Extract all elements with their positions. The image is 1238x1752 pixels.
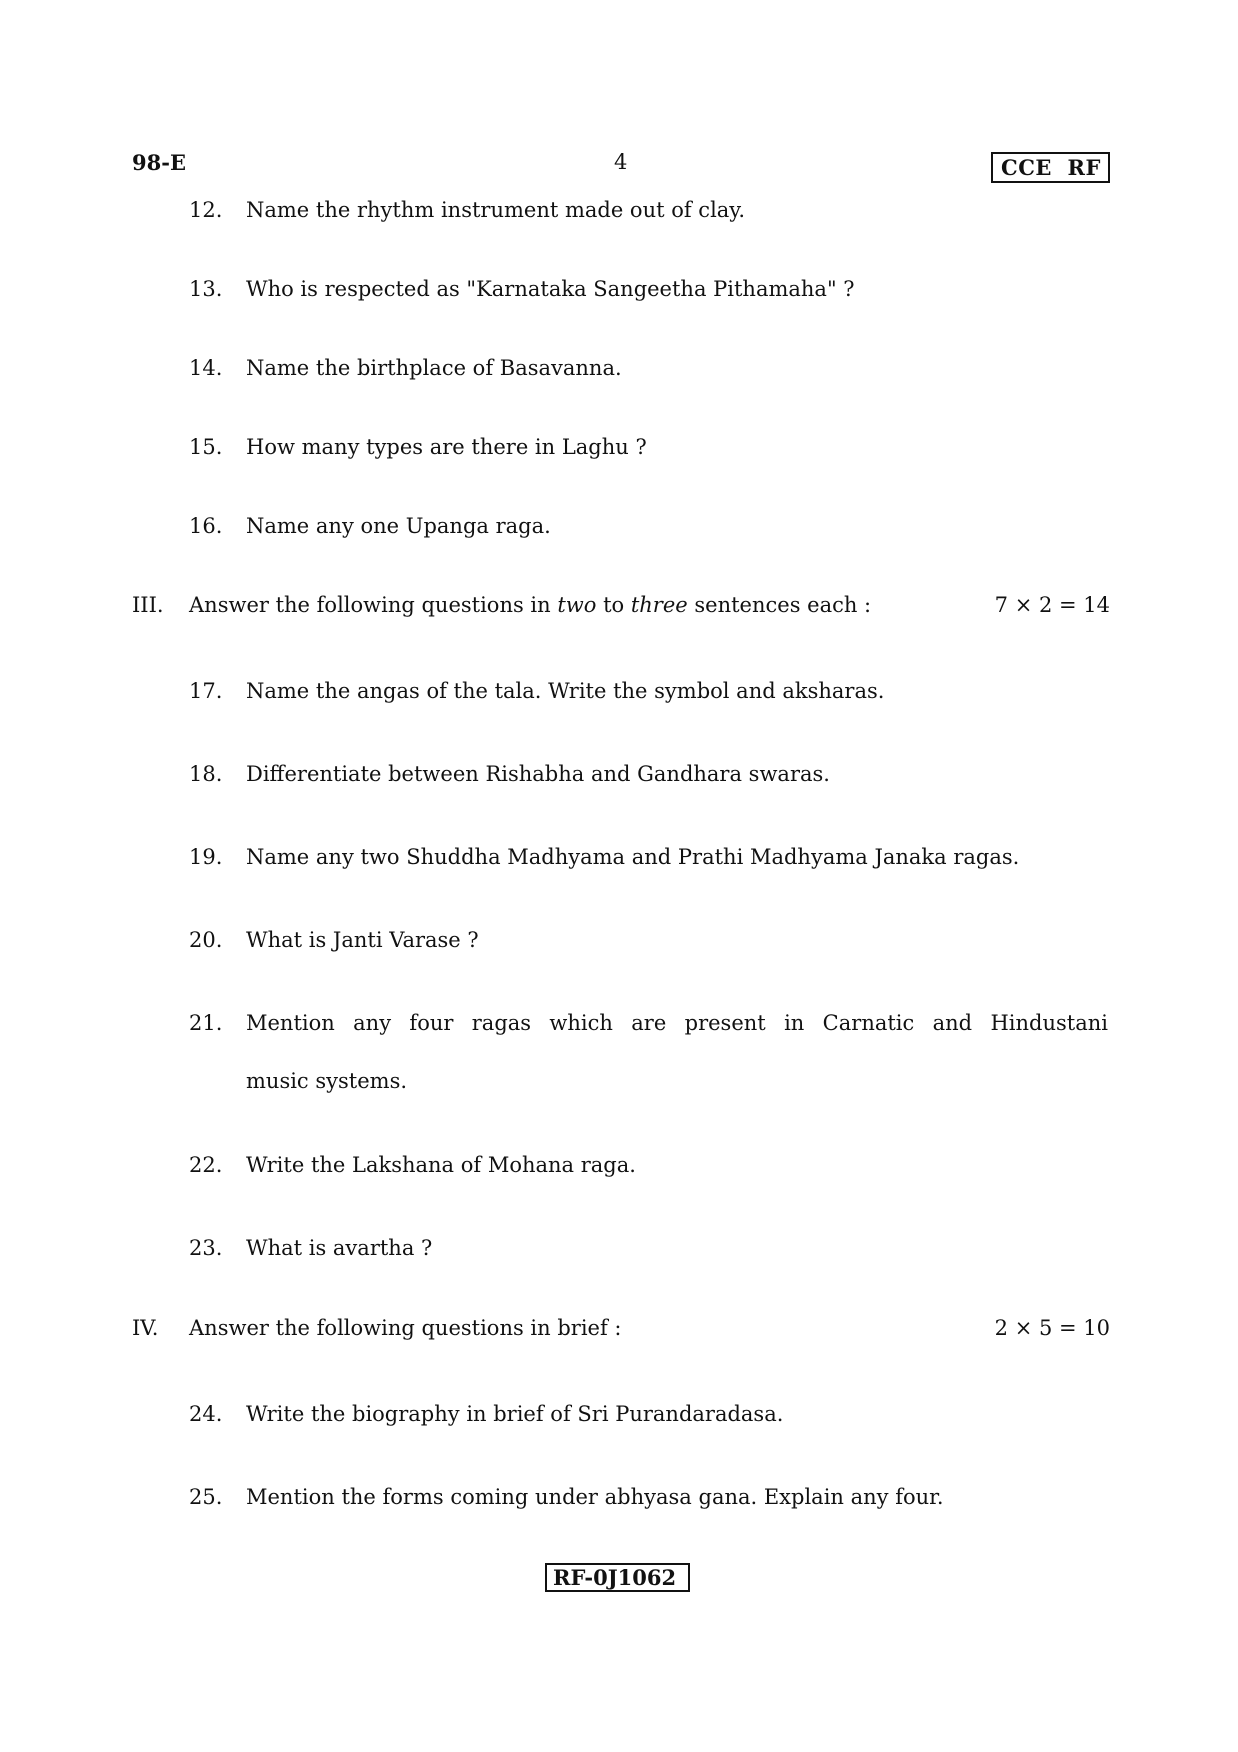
question-number: 15.: [189, 435, 223, 459]
instruction-part: sentences each :: [687, 593, 872, 617]
paper-code: 98-E: [132, 150, 186, 175]
question-number: 24.: [189, 1402, 223, 1426]
question-text: Who is respected as "Karnataka Sangeetha Pithamaha" ?: [246, 277, 855, 301]
page-number: 4: [614, 150, 628, 174]
question-number: 14.: [189, 356, 223, 380]
section-instruction: [189, 593, 871, 617]
question-text: Write the Lakshana of Mohana raga.: [246, 1153, 636, 1177]
question-text: Name the angas of the tala. Write the symbol and aksharas.: [246, 679, 885, 703]
section-marks: 7 × 2 = 14: [994, 593, 1110, 617]
question-text: Differentiate between Rishabha and Gandhara swaras.: [246, 762, 830, 786]
instruction-emphasis: three: [630, 593, 688, 617]
section-numeral: III.: [132, 593, 164, 617]
question-text: Name any one Upanga raga.: [246, 514, 551, 538]
question-number: 19.: [189, 845, 223, 869]
question-number: 23.: [189, 1236, 223, 1260]
section-numeral: IV.: [132, 1316, 159, 1340]
question-text-line-2: music systems.: [246, 1069, 408, 1093]
section-marks: 2 × 5 = 10: [994, 1316, 1110, 1340]
instruction-part: Answer the following questions in: [189, 593, 558, 617]
question-number: 22.: [189, 1153, 223, 1177]
cce-rf-label: CCE RF: [991, 152, 1110, 183]
question-text: What is Janti Varase ?: [246, 928, 479, 952]
question-number: 21.: [189, 1011, 223, 1035]
instruction-part: to: [596, 593, 631, 617]
question-number: 17.: [189, 679, 223, 703]
question-number: 13.: [189, 277, 223, 301]
question-text: Write the biography in brief of Sri Purandaradasa.: [246, 1402, 784, 1426]
question-number: 25.: [189, 1485, 223, 1509]
instruction-emphasis: two: [557, 593, 597, 617]
section-instruction: Answer the following questions in brief :: [189, 1316, 622, 1340]
question-text-line-1: Mention any four ragas which are present in Carnatic and Hindustani: [246, 1011, 1108, 1035]
question-text: Name the rhythm instrument made out of clay.: [246, 198, 746, 222]
question-text: Name any two Shuddha Madhyama and Prathi Madhyama Janaka ragas.: [246, 845, 1020, 869]
question-text: Name the birthplace of Basavanna.: [246, 356, 622, 380]
footer-code: RF-0J1062: [545, 1563, 690, 1592]
question-number: 16.: [189, 514, 223, 538]
question-number: 12.: [189, 198, 223, 222]
question-text: How many types are there in Laghu ?: [246, 435, 647, 459]
question-text: Mention the forms coming under abhyasa gana. Explain any four.: [246, 1485, 944, 1509]
question-text: What is avartha ?: [246, 1236, 433, 1260]
question-number: 18.: [189, 762, 223, 786]
question-number: 20.: [189, 928, 223, 952]
